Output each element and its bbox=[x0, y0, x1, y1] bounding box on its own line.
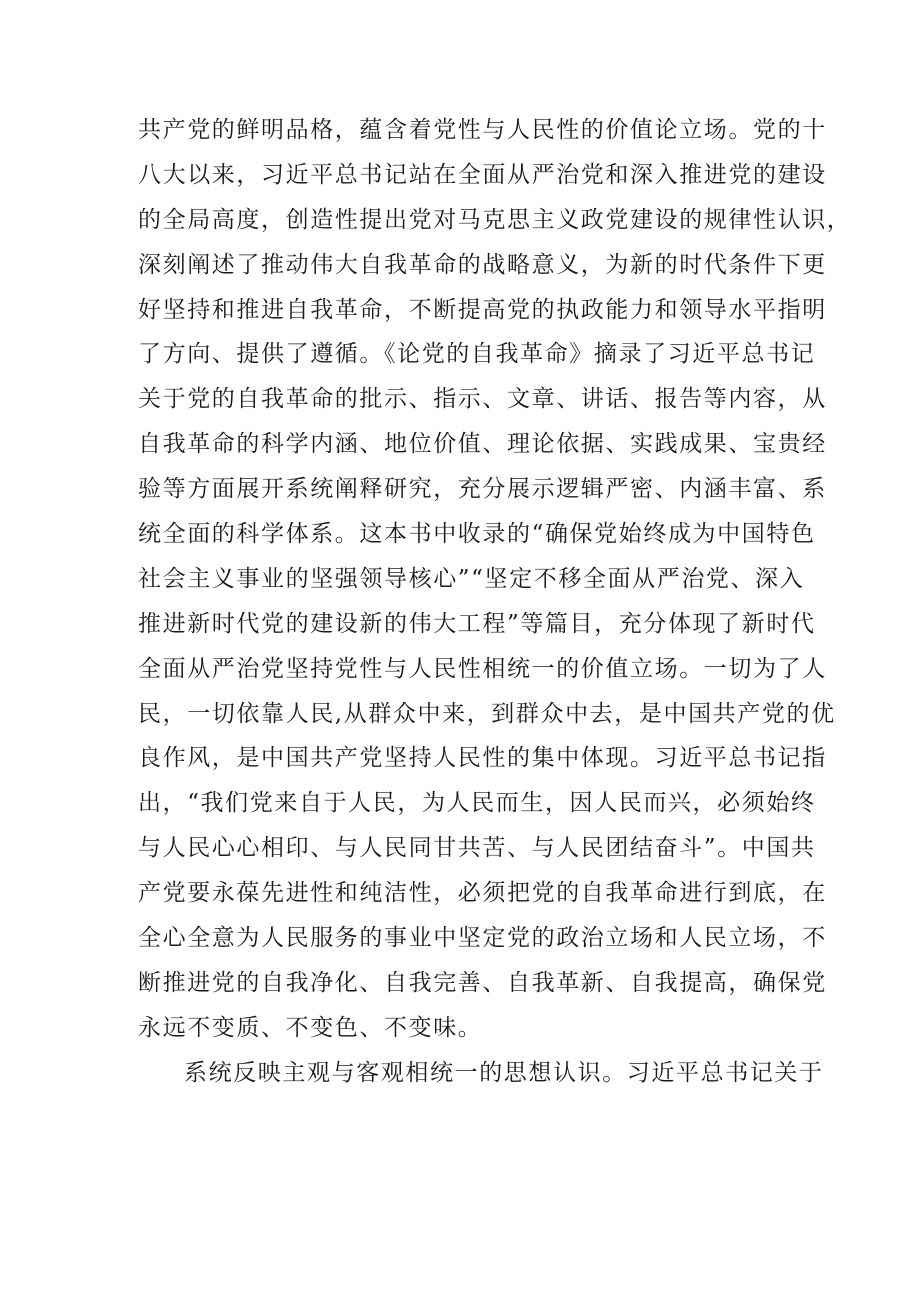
text-line: 关于党的自我革命的批示、指示、文章、讲话、报告等内容，从 bbox=[138, 386, 827, 413]
text-line: 全面从严治党坚持党性与人民性相统一的价值立场。一切为了人 bbox=[138, 655, 827, 682]
text-line: 深刻阐述了推动伟大自我革命的战略意义，为新的时代条件下更 bbox=[138, 251, 827, 278]
text-line: 全心全意为人民服务的事业中坚定党的政治立场和人民立场，不 bbox=[138, 925, 827, 952]
text-line: 了方向、提供了遵循。《论党的自我革命》摘录了习近平总书记 bbox=[138, 341, 816, 368]
text-line: 产党要永葆先进性和纯洁性，必须把党的自我革命进行到底，在 bbox=[138, 880, 827, 907]
text-line: 的全局高度，创造性提出党对马克思主义政党建设的规律性认识， bbox=[138, 206, 852, 233]
text-line: 与人民心心相印、与人民同甘共苦、与人民团结奋斗”。中国共 bbox=[138, 835, 816, 862]
text-line: 民，一切依靠人民,从群众中来，到群众中去，是中国共产党的优 bbox=[138, 700, 836, 727]
text-line: 良作风，是中国共产党坚持人民性的集中体现。习近平总书记指 bbox=[138, 745, 827, 772]
body-text bbox=[138, 108, 852, 1096]
text-line: 推进新时代党的建设新的伟大工程”等篇目，充分体现了新时代 bbox=[138, 610, 816, 637]
text-line: 永远不变质、不变色、不变味。 bbox=[138, 1014, 483, 1041]
text-line: 好坚持和推进自我革命，不断提高党的执政能力和领导水平指明 bbox=[138, 296, 827, 323]
text-line: 共产党的鲜明品格，蕴含着党性与人民性的价值论立场。党的十 bbox=[138, 117, 827, 143]
text-line: 社会主义事业的坚强领导核心”“坚定不移全面从严治党、深入 bbox=[138, 565, 805, 592]
text-line: 出，“我们党来自于人民，为人民而生，因人民而兴，必须始终 bbox=[138, 790, 816, 817]
paragraph-2 bbox=[138, 1051, 824, 1096]
text-line: 自我革命的科学内涵、地位价值、理论依据、实践成果、宝贵经 bbox=[138, 431, 827, 458]
text-line: 系统反映主观与客观相统一的思想认识。习近平总书记关于 bbox=[184, 1059, 824, 1086]
text-line: 八大以来，习近平总书记站在全面从严治党和深入推进党的建设 bbox=[138, 161, 827, 188]
text-line: 断推进党的自我净化、自我完善、自我革新、自我提高，确保党 bbox=[138, 969, 827, 996]
text-line: 统全面的科学体系。这本书中收录的“确保党始终成为中国特色 bbox=[138, 521, 816, 548]
text-line: 验等方面展开系统阐释研究，充分展示逻辑严密、内涵丰富、系 bbox=[138, 476, 827, 503]
paragraph-1 bbox=[138, 108, 852, 1051]
